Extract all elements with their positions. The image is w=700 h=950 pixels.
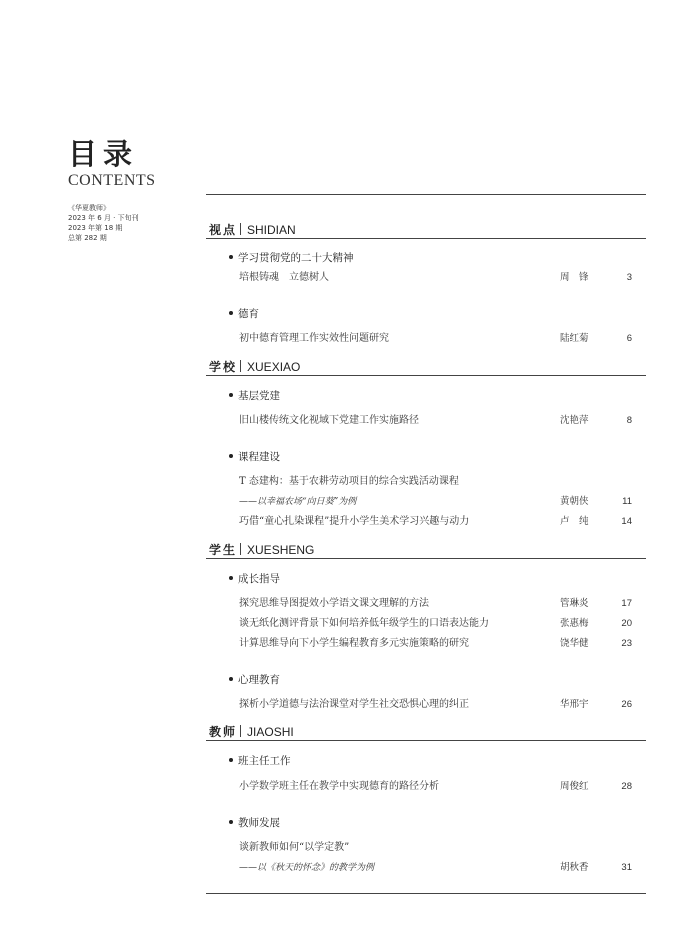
journal-name: 《华夏教师》: [68, 204, 110, 212]
article-author: 陆红菊: [560, 333, 589, 344]
article-title[interactable]: 培根铸魂 立德树人: [239, 272, 329, 283]
article-author: 黄朝侠: [560, 496, 589, 507]
article-page: 3: [626, 272, 632, 283]
section-divider: [206, 375, 646, 376]
article-page: 17: [621, 598, 632, 609]
article-page: 14: [621, 516, 632, 527]
article-title[interactable]: 探究思维导图提效小学语文课文理解的方法: [239, 598, 429, 609]
bottom-divider: [206, 893, 646, 894]
article-title[interactable]: 小学数学班主任在教学中实现德育的路径分析: [239, 781, 439, 792]
article-page: 31: [621, 862, 632, 873]
group-header: 教师发展: [229, 816, 280, 830]
article-author: 沈艳萍: [560, 415, 589, 426]
section-divider-bar: [240, 725, 241, 737]
article-subtitle[interactable]: ——以幸福农场“向日葵”为例: [239, 497, 357, 507]
article-title[interactable]: 谈无纸化测评背景下如何培养低年级学生的口语表达能力: [239, 618, 489, 629]
section-title-en: XUEXIAO: [247, 360, 301, 374]
article-author: 卢 纯: [560, 516, 589, 527]
bullet-icon: [229, 454, 233, 458]
top-divider: [206, 194, 646, 195]
page-subtitle: CONTENTS: [68, 172, 156, 189]
section-divider-bar: [240, 543, 241, 555]
article-title[interactable]: 计算思维导向下小学生编程教育多元实施策略的研究: [239, 638, 469, 649]
section-header-xuesheng: [209, 542, 314, 558]
section-title-en: XUESHENG: [247, 543, 315, 557]
article-subtitle[interactable]: ——以《秋天的怀念》的教学为例: [239, 863, 375, 873]
issue-date: 2023 年 6 月 · 下旬刊: [68, 214, 139, 222]
issue-number: 2023 年第 18 期: [68, 224, 123, 232]
article-author: 周俊红: [560, 781, 589, 792]
article-page: 28: [621, 781, 632, 792]
group-header: 成长指导: [229, 572, 280, 586]
group-header: 德育: [229, 307, 259, 321]
article-author: 华邢宇: [560, 699, 589, 710]
section-divider: [206, 238, 646, 239]
article-author: 饶华健: [560, 638, 589, 649]
bullet-icon: [229, 255, 233, 259]
article-title[interactable]: 初中德育管理工作实效性问题研究: [239, 333, 389, 344]
article-author: 胡秋香: [560, 862, 589, 873]
article-author: 管琳炎: [560, 598, 589, 609]
section-header-jiaoshi: [209, 724, 294, 740]
total-issue: 总第 282 期: [68, 234, 107, 242]
article-title[interactable]: 巧借“童心扎染课程”提升小学生美术学习兴趣与动力: [239, 516, 470, 527]
article-page: 6: [626, 333, 632, 344]
article-title[interactable]: 谈新教师如何“以学定教”: [239, 842, 350, 853]
section-title-cn: 学生: [209, 543, 238, 557]
article-title[interactable]: T 态建构：基于农耕劳动项目的综合实践活动课程: [239, 476, 459, 487]
article-page: 26: [621, 699, 632, 710]
bullet-icon: [229, 677, 233, 681]
section-title-cn: 教师: [209, 725, 238, 739]
article-title[interactable]: 探析小学道德与法治课堂对学生社交恐惧心理的纠正: [239, 699, 469, 710]
article-author: 张惠梅: [560, 618, 589, 629]
section-title-cn: 学校: [209, 360, 238, 374]
section-divider: [206, 740, 646, 741]
section-divider: [206, 558, 646, 559]
bullet-icon: [229, 311, 233, 315]
group-header: 心理教育: [229, 673, 280, 687]
section-title-en: SHIDIAN: [247, 223, 296, 237]
section-divider-bar: [240, 360, 241, 372]
section-title-en: JIAOSHI: [247, 725, 294, 739]
bullet-icon: [229, 393, 233, 397]
bullet-icon: [229, 758, 233, 762]
section-header-shidian: [209, 222, 296, 238]
group-header: 基层党建: [229, 389, 280, 403]
section-header-xuexiao: [209, 359, 300, 375]
group-header: 班主任工作: [229, 754, 291, 768]
section-divider-bar: [240, 223, 241, 235]
bullet-icon: [229, 576, 233, 580]
group-header: 学习贯彻党的二十大精神: [229, 251, 354, 265]
page-title: 目录: [68, 137, 139, 171]
article-page: 23: [621, 638, 632, 649]
article-page: 11: [622, 496, 632, 507]
group-header: 课程建设: [229, 450, 280, 464]
section-title-cn: 视点: [209, 223, 238, 237]
article-author: 周 锋: [560, 272, 589, 283]
article-title[interactable]: 旧山楼传统文化视域下党建工作实施路径: [239, 415, 419, 426]
bullet-icon: [229, 820, 233, 824]
article-page: 20: [621, 618, 632, 629]
article-page: 8: [626, 415, 632, 426]
